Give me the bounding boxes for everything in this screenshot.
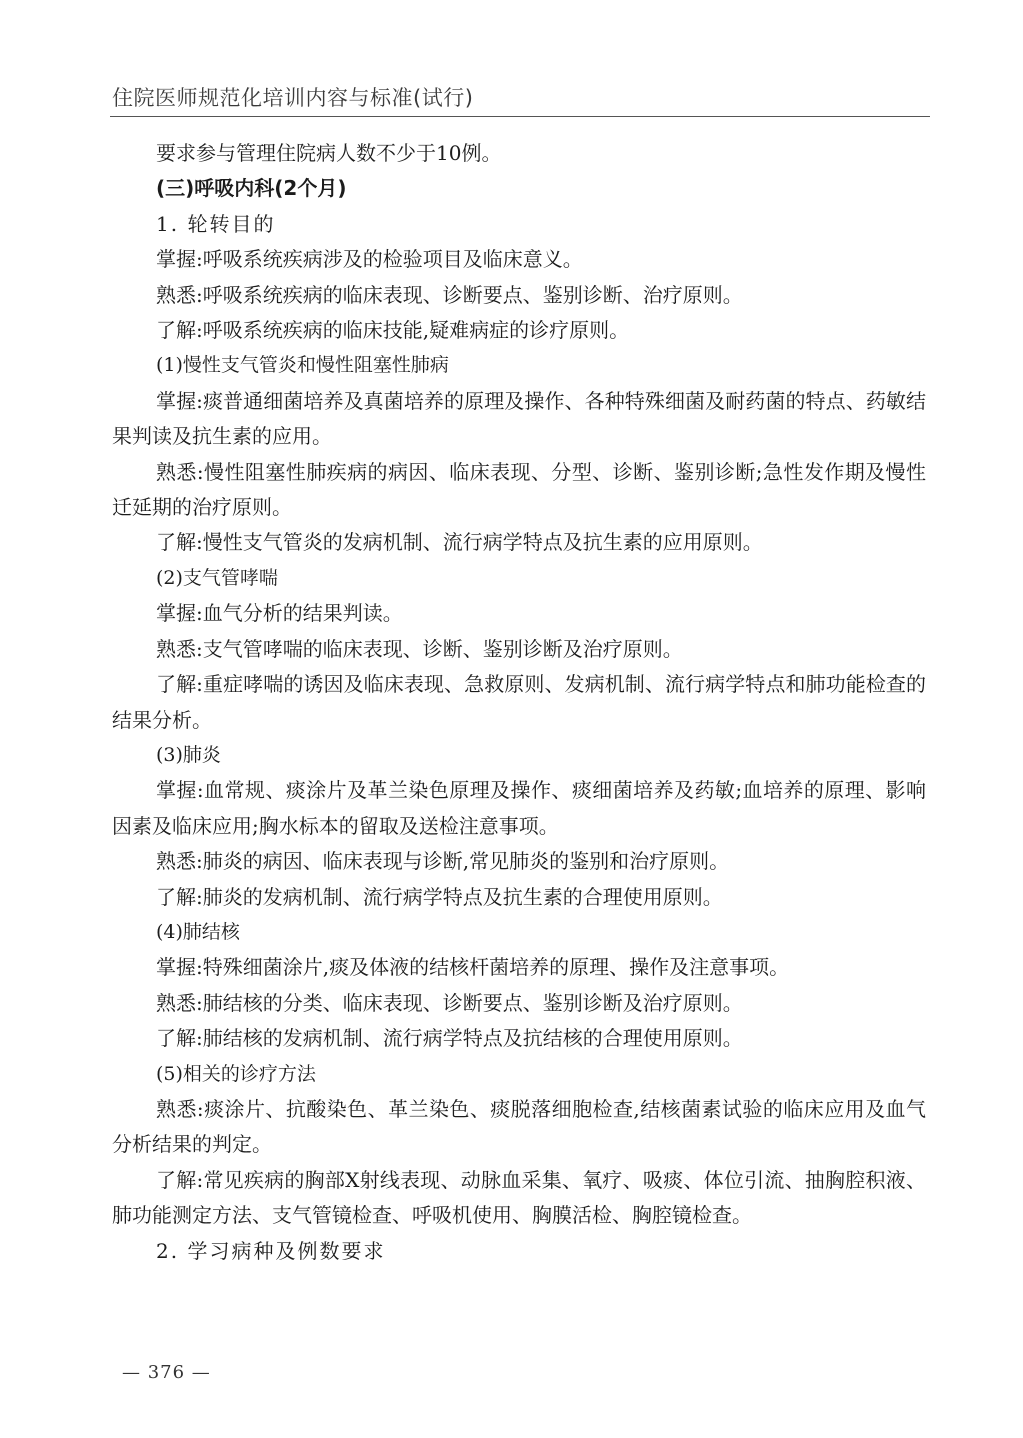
topic-heading: (5)相关的诊疗方法 bbox=[156, 1062, 316, 1085]
topic-heading: (2)支气管哮喘 bbox=[156, 566, 278, 589]
paragraph: 熟悉:肺炎的病因、临床表现与诊断,常见肺炎的鉴别和治疗原则。 bbox=[156, 849, 730, 874]
subsection-heading: 1. 轮转目的 bbox=[156, 211, 276, 236]
topic-heading: (3)肺炎 bbox=[156, 743, 221, 766]
paragraph: 了解:呼吸系统疾病的临床技能,疑难病症的诊疗原则。 bbox=[156, 318, 630, 343]
header-rule bbox=[110, 116, 930, 117]
paragraph: 熟悉:肺结核的分类、临床表现、诊断要点、鉴别诊断及治疗原则。 bbox=[156, 990, 743, 1015]
paragraph: 熟悉:支气管哮喘的临床表现、诊断、鉴别诊断及治疗原则。 bbox=[156, 636, 683, 661]
paragraph: 熟悉:慢性阻塞性肺疾病的病因、临床表现、分型、诊断、鉴别诊断;急性发作期及慢性迁延期的治疗原则。 bbox=[112, 459, 926, 520]
paragraph: 掌握:痰普通细菌培养及真菌培养的原理及操作、各种特殊细菌及耐药菌的特点、药敏结果判读及抗生素的应用。 bbox=[112, 388, 926, 449]
paragraph: 了解:重症哮喘的诱因及临床表现、急救原则、发病机制、流行病学特点和肺功能检查的结果分析。 bbox=[112, 672, 926, 732]
paragraph: 要求参与管理住院病人数不少于10例。 bbox=[156, 141, 502, 165]
paragraph: 掌握:血常规、痰涂片及革兰染色原理及操作、痰细菌培养及药敏;血培养的原理、影响因素及临床应用;胸水标本的留取及送检注意事项。 bbox=[112, 778, 926, 838]
paragraph: 掌握:血气分析的结果判读。 bbox=[156, 601, 403, 626]
topic-heading: (1)慢性支气管炎和慢性阻塞性肺病 bbox=[156, 354, 449, 377]
subsection-heading: 2. 学习病种及例数要求 bbox=[156, 1238, 386, 1263]
running-header: 住院医师规范化培训内容与标准(试行) bbox=[112, 86, 474, 110]
section-heading: (三)呼吸内科(2个月) bbox=[156, 176, 347, 201]
paragraph: 熟悉:痰涂片、抗酸染色、革兰染色、痰脱落细胞检查,结核菌素试验的临床应用及血气分析结果的判定。 bbox=[112, 1096, 926, 1157]
paragraph: 掌握:呼吸系统疾病涉及的检验项目及临床意义。 bbox=[156, 247, 583, 272]
paragraph: 了解:常见疾病的胸部X射线表现、动脉血采集、氧疗、吸痰、体位引流、抽胸腔积液、肺功能测定方法、支气管镜检查、呼吸机使用、胸膜活检、胸腔镜检查。 bbox=[112, 1167, 926, 1228]
paragraph: 了解:肺结核的发病机制、流行病学特点及抗结核的合理使用原则。 bbox=[156, 1026, 743, 1051]
topic-heading: (4)肺结核 bbox=[156, 920, 240, 943]
paragraph: 掌握:特殊细菌涂片,痰及体液的结核杆菌培养的原理、操作及注意事项。 bbox=[156, 955, 790, 980]
paragraph: 了解:慢性支气管炎的发病机制、流行病学特点及抗生素的应用原则。 bbox=[156, 530, 763, 555]
page-number: — 376 — bbox=[122, 1362, 211, 1383]
paragraph: 熟悉:呼吸系统疾病的临床表现、诊断要点、鉴别诊断、治疗原则。 bbox=[156, 282, 743, 307]
body-text bbox=[112, 136, 926, 1269]
paragraph: 了解:肺炎的发病机制、流行病学特点及抗生素的合理使用原则。 bbox=[156, 884, 723, 909]
